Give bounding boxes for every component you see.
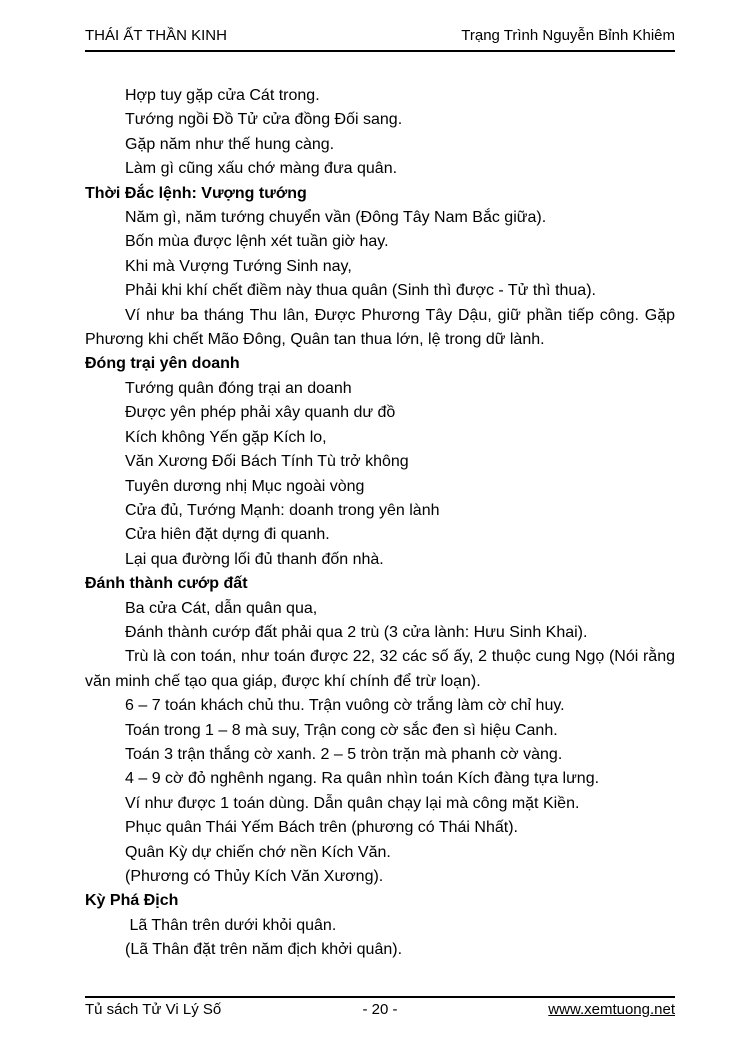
- paragraph-line: Phương khi chết Mão Đông, Quân tan thua lớn, lệ trong dữ lành.: [85, 331, 545, 349]
- verse-line: Cửa hiên đặt dựng đi quanh.: [125, 526, 330, 544]
- verse-line: Ví như được 1 toán dùng. Dẫn quân chạy lại mà công mặt Kiền.: [125, 794, 580, 812]
- verse-line: Gặp năm như thế hung càng.: [125, 135, 335, 153]
- verse-line: Bốn mùa được lệnh xét tuần giờ hay.: [125, 233, 389, 251]
- section-heading: Đánh thành cướp đất: [85, 575, 248, 593]
- page-footer: [85, 996, 675, 1019]
- verse-line: Văn Xương Đối Bách Tính Tù trở không: [125, 453, 409, 471]
- header-author: Trạng Trình Nguyễn Bỉnh Khiêm: [461, 27, 675, 44]
- verse-line: Lã Thân trên dưới khỏi quân.: [125, 916, 337, 934]
- verse-line: Ba cửa Cát, dẫn quân qua,: [125, 599, 318, 617]
- paragraph-line: Ví như ba tháng Thu lân, Được Phương Tây Dậu, giữ phần tiếp công. Gặp: [125, 306, 675, 324]
- verse-line: Được yên phép phải xây quanh dư đồ: [125, 404, 396, 422]
- verse-line: (Lã Thân đặt trên năm địch khởi quân).: [125, 941, 403, 959]
- section-heading: Kỳ Phá Địch: [85, 892, 179, 910]
- verse-line: Năm gì, năm tướng chuyển vần (Đông Tây Nam Bắc giữa).: [125, 209, 547, 227]
- section-heading: Đóng trại yên doanh: [85, 355, 240, 373]
- verse-line: Kích không Yến gặp Kích lo,: [125, 428, 327, 446]
- page-header: [85, 27, 675, 52]
- paragraph-line: văn minh chế tạo qua giáp, được khí chính để trừ loạn).: [85, 672, 481, 690]
- verse-line: 6 – 7 toán khách chủ thu. Trận vuông cờ trắng làm cờ chỉ huy.: [125, 697, 565, 715]
- footer-website-link[interactable]: www.xemtuong.net: [548, 1001, 676, 1018]
- section-heading: Thời Đắc lệnh: Vượng tướng: [85, 184, 307, 202]
- verse-line: Toán 3 trận thắng cờ xanh. 2 – 5 tròn trặn mà phanh cờ vàng.: [125, 745, 563, 763]
- verse-line: (Phương có Thủy Kích Văn Xương).: [125, 868, 384, 885]
- verse-line: Tướng ngồi Đồ Tử cửa đồng Đối sang.: [125, 111, 403, 129]
- verse-line: Lại qua đường lối đủ thanh đốn nhà.: [125, 550, 384, 568]
- verse-line: Tướng quân đóng trại an doanh: [125, 379, 352, 397]
- footer-series-title: Tủ sách Tử Vi Lý Số: [85, 1001, 222, 1018]
- verse-line: Cửa đủ, Tướng Mạnh: doanh trong yên lành: [125, 501, 440, 519]
- verse-line: Toán trong 1 – 8 mà suy, Trận cong cờ sắc đen sì hiệu Canh.: [125, 721, 558, 739]
- verse-line: Khi mà Vượng Tướng Sinh nay,: [125, 257, 352, 275]
- verse-line: Phục quân Thái Yếm Bách trên (phương có Thái Nhất).: [125, 819, 518, 837]
- verse-line: Phải khi khí chết điềm này thua quân (Sinh thì được - Tử thì thua).: [125, 282, 596, 300]
- verse-line: Quân Kỳ dự chiến chớ nền Kích Văn.: [125, 843, 391, 861]
- document-body: [85, 84, 675, 963]
- verse-line: Tuyên dương nhị Mục ngoài vòng: [125, 477, 365, 495]
- verse-line: 4 – 9 cờ đỏ nghênh ngang. Ra quân nhìn toán Kích đàng tựa lưng.: [125, 770, 600, 788]
- verse-line: Đánh thành cướp đất phải qua 2 trù (3 cửa lành: Hưu Sinh Khai).: [125, 623, 588, 641]
- paragraph-line: Trù là con toán, như toán được 22, 32 các số ấy, 2 thuộc cung Ngọ (Nói rằng: [125, 648, 675, 666]
- verse-line: Hợp tuy gặp cửa Cát trong.: [125, 87, 320, 104]
- verse-line: Làm gì cũng xấu chớ màng đưa quân.: [125, 160, 398, 178]
- header-book-title: THÁI ẤT THẦN KINH: [85, 27, 227, 44]
- footer-page-number: - 20 -: [362, 1001, 398, 1018]
